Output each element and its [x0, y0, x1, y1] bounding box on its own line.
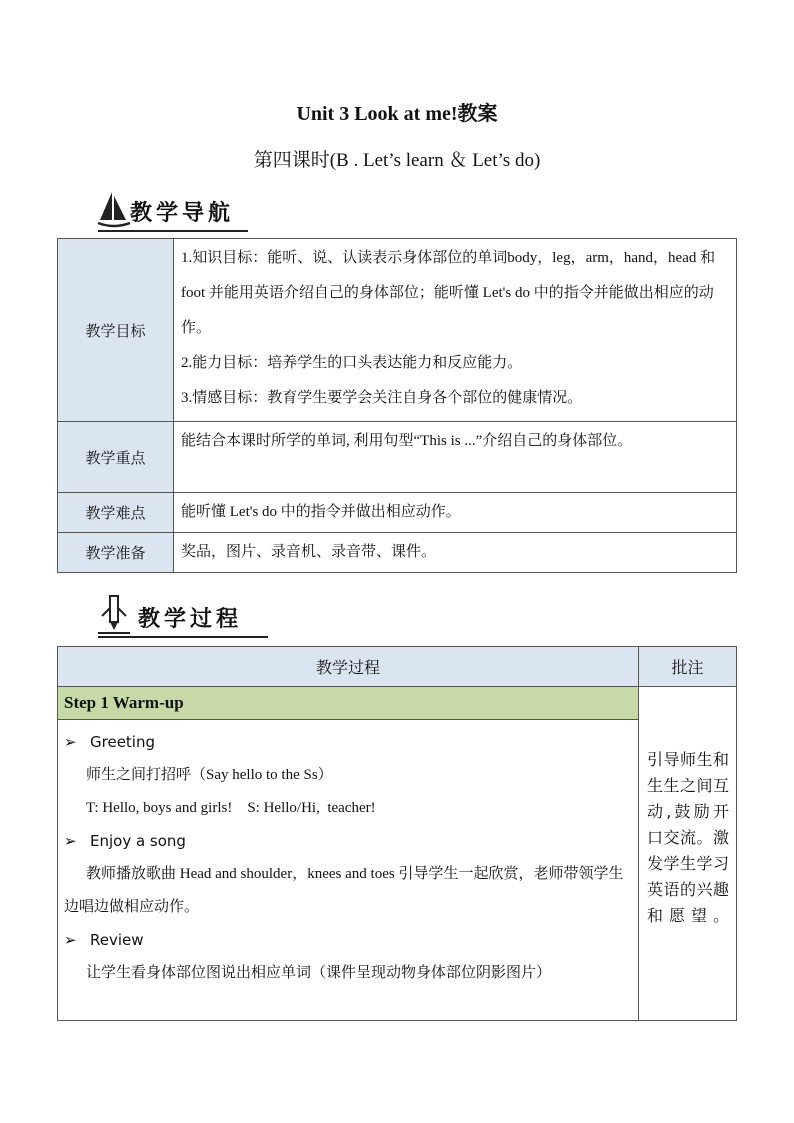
- row-label: 教学难点: [58, 493, 174, 533]
- header-note: 批注: [639, 647, 737, 687]
- table-row: [58, 687, 737, 720]
- row-content: [174, 239, 737, 422]
- list-item: [64, 726, 632, 759]
- table-row: [58, 493, 737, 533]
- bullet-label: Review: [90, 931, 144, 949]
- table-header-row: [58, 647, 737, 687]
- item-line: 让学生看身体部位图说出相应单词（课件呈现动物身体部位阴影图片）: [86, 965, 552, 981]
- table-row: [58, 533, 737, 573]
- sailboat-icon: [96, 190, 132, 230]
- bullet-label: Greeting: [90, 733, 155, 751]
- item-line: T: Hello, boys and girls! S: Hello/Hi, teacher!: [86, 800, 376, 816]
- table-row: [58, 720, 737, 1021]
- section-label: 教学过程: [138, 607, 243, 632]
- objective-emotion: 3.情感目标：教育学生要学会关注自身各个部位的健康情况。: [181, 390, 583, 406]
- section-header-process: [92, 596, 272, 640]
- arrow-bullet-icon: ➢: [64, 832, 77, 850]
- table-row: [58, 422, 737, 493]
- section-label: 教学导航: [130, 201, 235, 226]
- step-title: Step 1 Warm-up: [58, 687, 639, 720]
- row-label: 教学目标: [58, 239, 174, 422]
- step-content: [58, 720, 639, 1021]
- lesson-subtitle: 第四课时(B . Let’s learn ＆ Let’s do): [253, 150, 541, 171]
- process-table: [57, 646, 737, 1021]
- list-item: [64, 825, 632, 858]
- objective-knowledge: 1.知识目标：能听、说、认读表示身体部位的单词body，leg，arm，hand，head 和 foot 并能用英语介绍自己的身体部位；能听懂 Let's do 中的指令并能做出相应的动作。: [181, 250, 716, 336]
- navigation-table: [57, 238, 737, 573]
- annotation-note: 引导师生和生生之间互动,鼓励开口交流。激发学生学习英语的兴趣和愿望。: [639, 687, 737, 1021]
- bullet-label: Enjoy a song: [90, 832, 186, 850]
- section-header-navigation: [92, 190, 262, 234]
- arrow-bullet-icon: ➢: [64, 931, 77, 949]
- section-underline: [98, 636, 268, 638]
- item-line: 师生之间打招呼（Say hello to the Ss）: [86, 767, 333, 783]
- header-process: 教学过程: [58, 647, 639, 687]
- pencil-icon: [96, 592, 132, 636]
- objective-ability: 2.能力目标：培养学生的口头表达能力和反应能力。: [181, 355, 523, 371]
- document-title: Unit 3 Look at me!教案: [296, 103, 498, 125]
- row-label: 教学准备: [58, 533, 174, 573]
- arrow-bullet-icon: ➢: [64, 733, 77, 751]
- row-content: 奖品，图片、录音机、录音带、课件。: [174, 533, 737, 573]
- row-label: 教学重点: [58, 422, 174, 493]
- section-underline: [98, 230, 248, 232]
- table-row: [58, 239, 737, 422]
- row-content: 能听懂 Let's do 中的指令并做出相应动作。: [174, 493, 737, 533]
- row-content: 能结合本课时所学的单词, 利用句型“This is ...”介绍自己的身体部位。: [174, 422, 737, 493]
- list-item: [64, 924, 632, 957]
- item-line: 教师播放歌曲 Head and shoulder，knees and toes 引导学生一起欣赏，老师带领学生边唱边做相应动作。: [64, 866, 624, 915]
